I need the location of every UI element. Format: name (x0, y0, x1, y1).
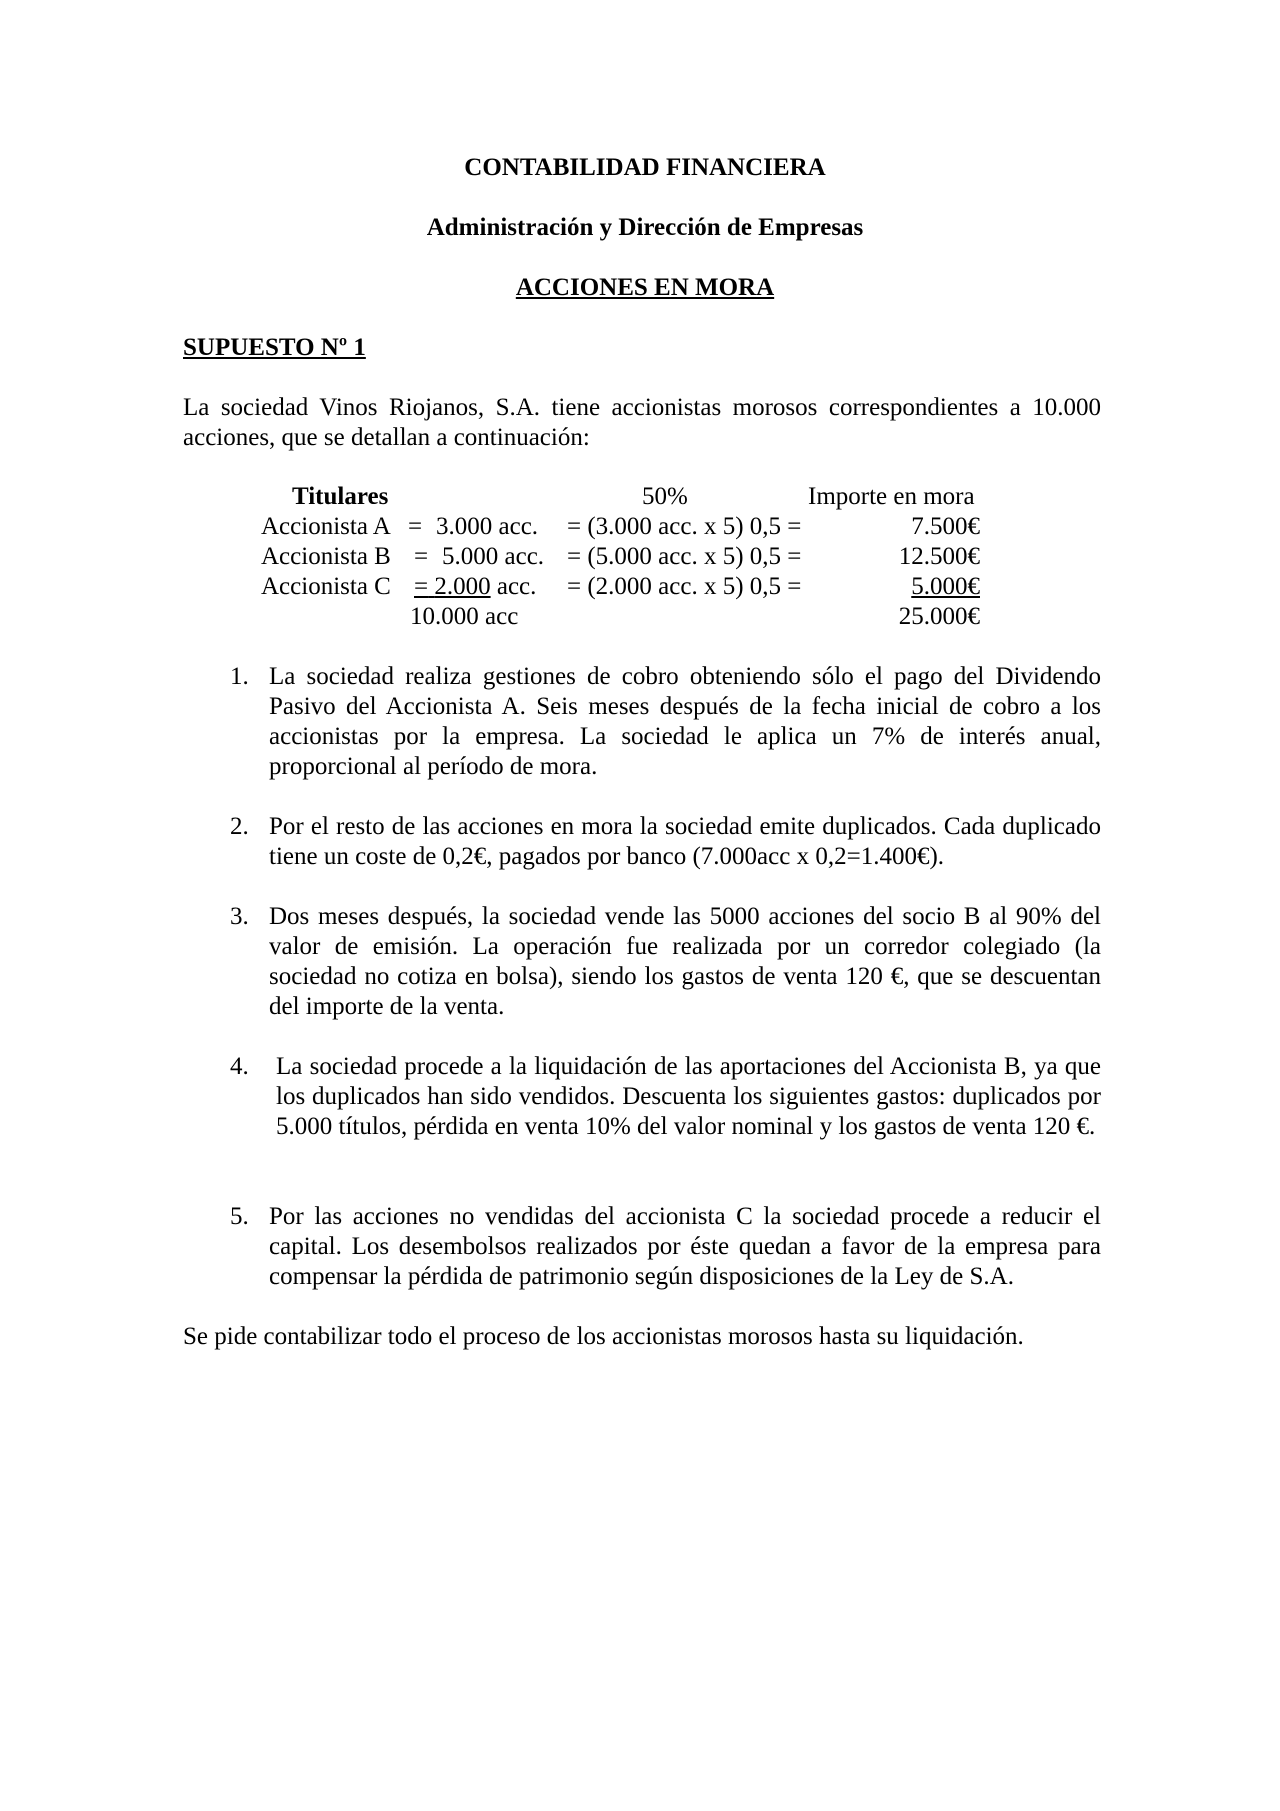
row-c-holder: Accionista C (261, 573, 391, 600)
document-subtitle: Administración y Dirección de Empresas (426, 214, 864, 241)
row-a-amount: 7.500€ (911, 513, 980, 540)
topic-label: ACCIONES EN MORA (515, 274, 775, 301)
header-holders: Titulares (292, 483, 389, 510)
document-title: CONTABILIDAD FINANCIERA (464, 154, 826, 181)
document-topic (5, 273, 1280, 303)
intro-paragraph: La sociedad Vinos Riojanos, S.A. tiene accionistas morosos correspondientes a 10.000 acciones, que se detallan a continuación: (183, 394, 1101, 451)
list-item-text: Por el resto de las acciones en mora la sociedad emite duplicados. Cada duplicado tiene un coste de 0,2€, pagados por banco (7.000acc x 0,2=1.400€). (269, 813, 1101, 870)
row-c-calc: = (2.000 acc. x 5) 0,5 = (567, 573, 802, 600)
list-item-number: 1. (230, 663, 249, 690)
list-item-text: La sociedad procede a la liquidación de las aportaciones del Accionista B, ya que los duplicados han sido vendidos. Descuenta los siguientes gastos: duplicados por 5.000 títulos, pérdida en venta 10% del valor nominal y los gastos de venta 120 €. (276, 1053, 1101, 1140)
list-item-text: Dos meses después, la sociedad vende las 5000 acciones del socio B al 90% del valor de emisión. La operación fue realizada por un corredor colegiado (la sociedad no cotiza en bolsa), siendo los gastos de venta 120 €, que se descuentan del importe de la venta. (269, 903, 1101, 1020)
row-c-shares-unit: acc. (490, 573, 537, 600)
list-item-text: La sociedad realiza gestiones de cobro obteniendo sólo el pago del Dividendo Pasivo del Accionista A. Seis meses después de la fecha inicial de cobro a los accionistas por la empresa. La sociedad le aplica un 7% de interés anual, proporcional al período de mora. (269, 663, 1101, 780)
row-a-holder: Accionista A (261, 513, 391, 540)
total-shares: 10.000 acc (410, 603, 519, 630)
header-percent: 50% (642, 483, 688, 510)
closing-paragraph: Se pide contabilizar todo el proceso de los accionistas morosos hasta su liquidación. (183, 1323, 1024, 1350)
row-b-amount: 12.500€ (898, 543, 980, 570)
row-b-eq: = (414, 543, 429, 570)
row-c-shares-group (414, 572, 536, 602)
row-c-shares-number: 2.000 (434, 573, 491, 600)
row-a-calc: = (3.000 acc. x 5) 0,5 = (567, 513, 802, 540)
row-c-eq: = (414, 573, 429, 600)
row-b-calc: = (5.000 acc. x 5) 0,5 = (567, 543, 802, 570)
row-b-shares: 5.000 acc. (442, 543, 545, 570)
header-amount: Importe en mora (808, 483, 975, 510)
row-b-holder: Accionista B (261, 543, 391, 570)
total-amount: 25.000€ (898, 603, 980, 630)
list-item-number: 5. (230, 1203, 249, 1230)
row-a-eq: = (408, 513, 423, 540)
case-title: SUPUESTO Nº 1 (183, 334, 366, 361)
list-item-number: 3. (230, 903, 249, 930)
row-a-shares: 3.000 acc. (436, 513, 539, 540)
list-item-number: 4. (230, 1053, 249, 1080)
list-item-text: Por las acciones no vendidas del accionista C la sociedad procede a reducir el capital. Los desembolsos realizados por éste quedan a favor de la empresa para compensar la pérdida de patrimonio según disposiciones de la Ley de S.A. (269, 1203, 1101, 1290)
list-item-number: 2. (230, 813, 249, 840)
row-c-amount: 5.000€ (911, 573, 980, 600)
